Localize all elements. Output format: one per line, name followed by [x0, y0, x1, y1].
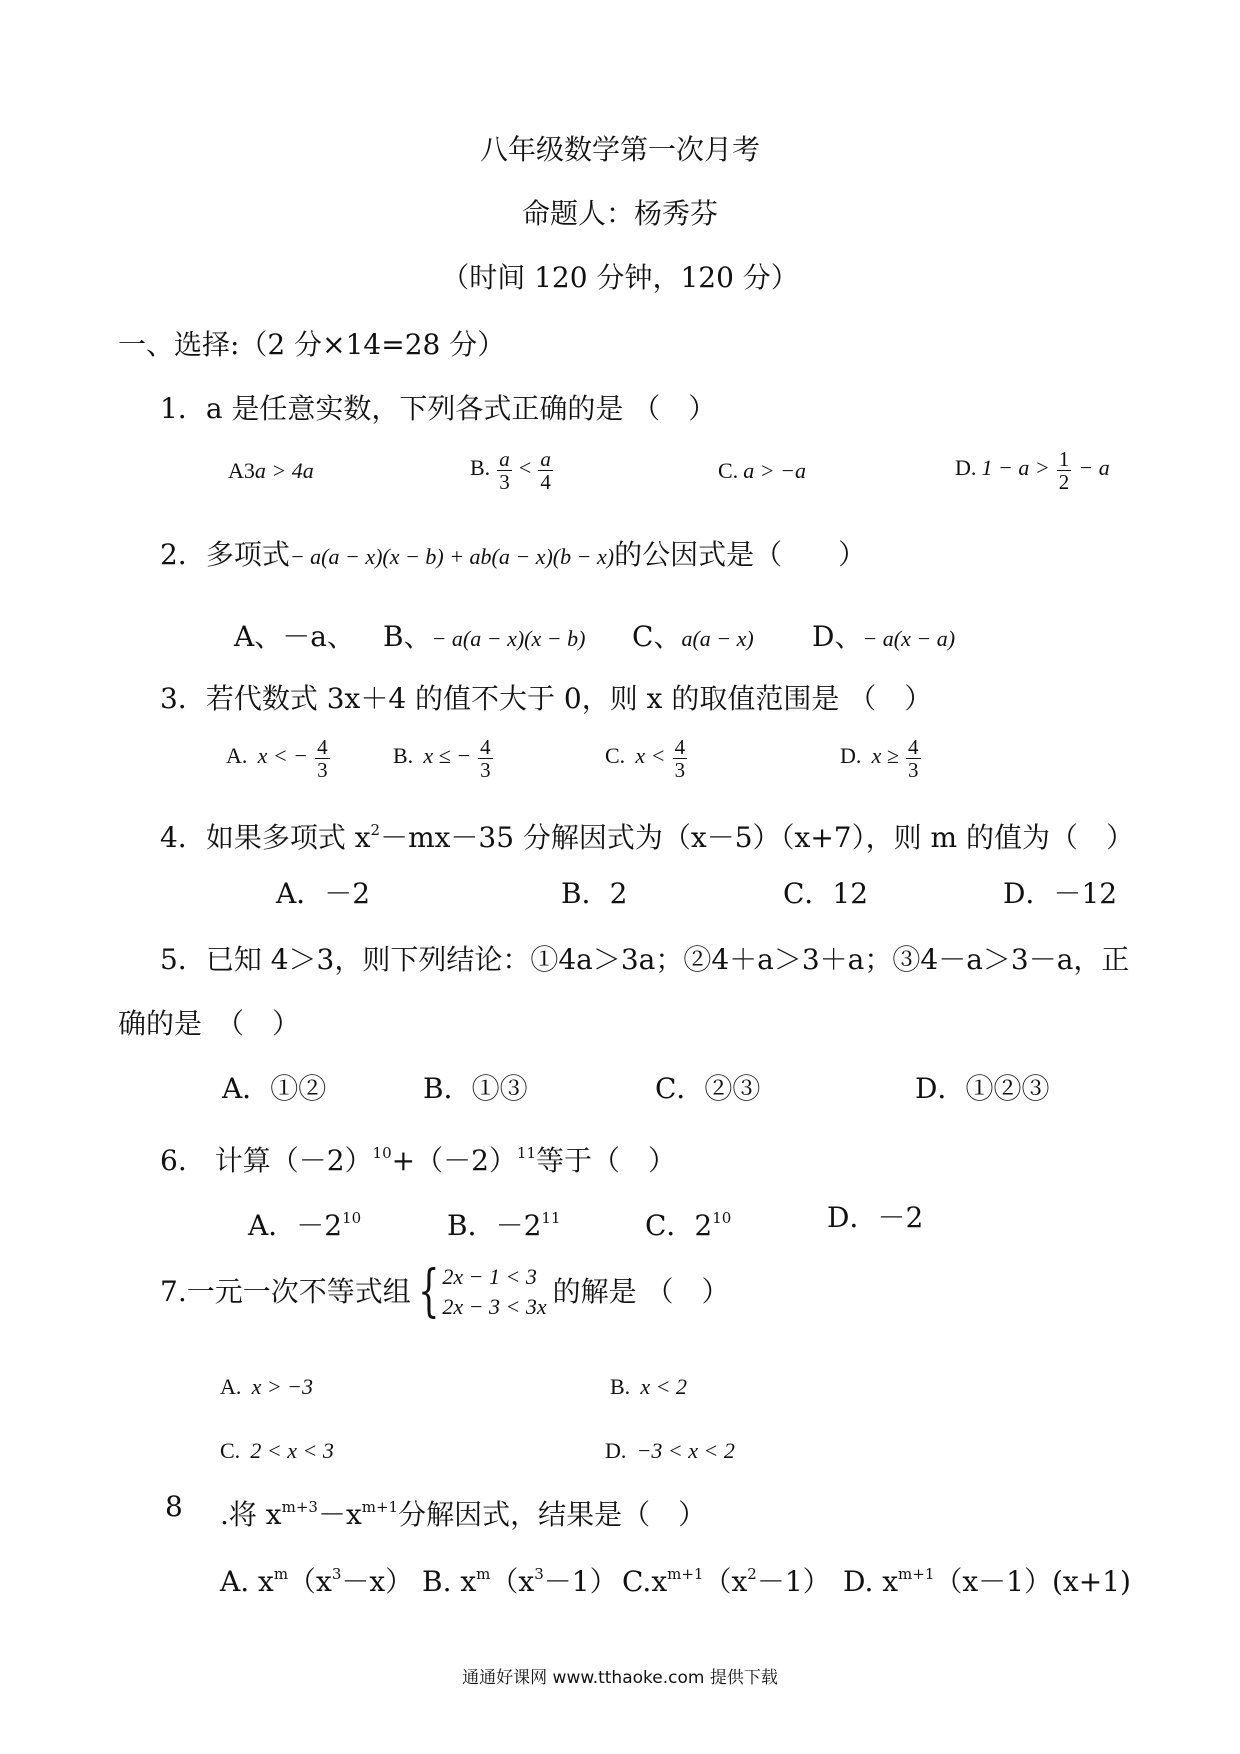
- q4-option-d: D．－12: [1003, 877, 1118, 910]
- q8-d-sup-1: m+1: [898, 1565, 935, 1583]
- q5-option-d: D．①②③: [915, 1072, 1050, 1105]
- q3-option-c: [605, 736, 689, 781]
- q7-system-lines: [442, 1262, 546, 1322]
- q5-option-b: B．①③: [423, 1072, 528, 1105]
- q1-a-label: A3: [228, 458, 255, 483]
- q8-b-mid: （x: [490, 1565, 535, 1598]
- q7-d-math: −3 < x < 2: [636, 1438, 735, 1463]
- q3-b-label: B.: [393, 743, 414, 768]
- q7-system-line-2: 2x − 3 < 3x: [442, 1294, 547, 1319]
- q1-option-a: [228, 458, 314, 484]
- left-brace-icon: {: [417, 1259, 440, 1324]
- q2-b-label: B、: [383, 620, 432, 653]
- q4-stem-post: －mx－35 分解因式为（x－5）（x+7），则 m 的值为（ ）: [380, 821, 1134, 854]
- q5-option-a: A．①②: [222, 1072, 327, 1105]
- q8-option-d: [843, 1557, 1131, 1599]
- frac-num: a: [499, 447, 510, 471]
- q1-b-fraction-2: [538, 448, 553, 493]
- q8-stem-post: 分解因式，结果是（ ）: [398, 1498, 707, 1531]
- q7-b-label: B.: [610, 1374, 631, 1399]
- frac-den: 3: [480, 758, 491, 782]
- q3-b-fraction: [478, 736, 493, 781]
- q8-option-b: [422, 1557, 618, 1599]
- frac-den: 3: [674, 758, 686, 782]
- q8-a-mid: （x: [288, 1565, 332, 1598]
- q2-stem-pre: 2．多项式: [160, 538, 290, 571]
- author-line: 命题人：杨秀芬: [521, 197, 718, 230]
- q3-a-fraction: [315, 736, 330, 781]
- q6-b-pre: B．－2: [447, 1209, 542, 1242]
- q4-option-b: B．2: [561, 877, 628, 910]
- question-7-stem: [160, 1259, 730, 1324]
- q7-b-math: x < 2: [640, 1374, 687, 1399]
- q2-b-math: − a(a − x)(x − b): [431, 626, 586, 651]
- frac-den: 3: [499, 470, 510, 494]
- q7-c-label: C.: [220, 1438, 241, 1463]
- q1-c-math: a > −a: [743, 458, 806, 483]
- q6-option-c: [645, 1201, 731, 1243]
- q8-b-pre: B. x: [422, 1565, 477, 1598]
- q6-stem-mid: +（－2）: [391, 1144, 517, 1177]
- q1-a-math: a > 4a: [254, 458, 314, 483]
- q3-c-fraction: [673, 736, 688, 781]
- question-5-stem-line-2: 确的是 （ ）: [118, 1007, 301, 1040]
- q6-option-b: [447, 1201, 561, 1243]
- q6-stem-pre: 6. 计算（－2）: [160, 1144, 373, 1177]
- q2-option-d: [812, 620, 955, 656]
- q1-option-b: [470, 448, 555, 493]
- q7-inequality-system: [411, 1259, 547, 1324]
- q4-stem-pre: 4．如果多项式 x: [160, 821, 371, 854]
- frac-den: 3: [908, 758, 919, 782]
- q1-option-c: [718, 458, 806, 484]
- q6-stem-sup-1: 10: [372, 1144, 392, 1162]
- question-4-stem: [160, 813, 1134, 855]
- frac-den: 3: [317, 758, 328, 782]
- q2-option-c: [632, 620, 754, 656]
- q1-b-less-than: <: [518, 455, 532, 480]
- q8-stem-sup-2: m+1: [361, 1498, 399, 1516]
- frac-num: 4: [908, 735, 919, 759]
- q1-option-d: [955, 448, 1110, 493]
- q6-stem-sup-2: 11: [516, 1144, 536, 1162]
- q1-d-post: − a: [1078, 455, 1110, 480]
- q2-c-label: C、: [632, 620, 682, 653]
- q8-a-sup-2: 3: [331, 1565, 342, 1583]
- footer-source: 通通好课网 www.tthaoke.com 提供下载: [462, 1668, 778, 1688]
- question-1-stem: 1．a 是任意实数，下列各式正确的是 （ ）: [160, 392, 717, 425]
- q3-d-label: D.: [840, 743, 862, 768]
- q8-c-sup-1: m+1: [667, 1565, 704, 1583]
- time-line: （时间 120 分钟，120 分）: [441, 261, 799, 294]
- q8-c-pre: C.x: [622, 1565, 668, 1598]
- question-8-stem: [220, 1490, 706, 1532]
- q8-a-post: －x）: [341, 1565, 414, 1598]
- q3-a-pre: x < −: [257, 743, 309, 768]
- q7-stem-post: 的解是 （ ）: [552, 1275, 730, 1308]
- frac-num: a: [540, 447, 551, 471]
- question-6-stem: [160, 1136, 676, 1178]
- q3-d-pre: x ≥: [871, 743, 899, 768]
- q4-option-a: A．－2: [276, 877, 371, 910]
- q8-option-c: [622, 1557, 831, 1599]
- q8-d-pre: D. x: [843, 1565, 899, 1598]
- q7-a-math: x > −3: [251, 1374, 314, 1399]
- q3-c-pre: x <: [635, 743, 666, 768]
- q8-d-post: （x－1）(x+1): [934, 1565, 1131, 1598]
- q2-c-math: a(a − x): [681, 626, 754, 651]
- question-5-stem-line-1: 5．已知 4＞3，则下列结论：①4a＞3a；②4＋a＞3＋a；③4－a＞3－a，正: [160, 943, 1130, 976]
- q7-c-math: 2 < x < 3: [250, 1438, 334, 1463]
- q6-b-sup: 11: [541, 1209, 561, 1227]
- q1-c-label: C.: [718, 458, 739, 483]
- q5-option-c: C．②③: [655, 1072, 761, 1105]
- q6-stem-post: 等于（ ）: [536, 1144, 677, 1177]
- q7-stem-pre: 7.一元一次不等式组: [160, 1275, 411, 1308]
- q7-d-label: D.: [605, 1438, 627, 1463]
- q3-b-pre: x ≤ −: [423, 743, 472, 768]
- q7-option-b: [610, 1374, 687, 1400]
- q2-d-label: D、: [812, 620, 863, 653]
- q6-option-a: [248, 1201, 361, 1243]
- q7-option-c: [220, 1438, 334, 1464]
- q1-b-label: B.: [470, 455, 491, 480]
- q3-c-label: C.: [605, 743, 626, 768]
- frac-num: 4: [480, 735, 491, 759]
- q7-option-d: [605, 1438, 735, 1464]
- q2-option-b: [383, 620, 585, 656]
- q3-option-d: [840, 736, 923, 781]
- q8-c-sup-2: 2: [747, 1565, 757, 1583]
- q1-b-fraction-1: [497, 448, 512, 493]
- q8-a-pre: A. x: [220, 1565, 274, 1598]
- question-3-stem: 3．若代数式 3x＋4 的值不大于 0，则 x 的取值范围是 （ ）: [160, 682, 933, 715]
- q8-c-post: －1）: [756, 1565, 831, 1598]
- q6-a-sup: 10: [342, 1209, 362, 1227]
- q6-c-pre: C．2: [645, 1209, 713, 1242]
- q3-a-label: A.: [226, 743, 248, 768]
- q2-stem-post: 的公因式是（ ）: [614, 538, 867, 571]
- frac-num: 4: [317, 735, 328, 759]
- q3-option-a: [226, 736, 332, 781]
- q8-b-sup-1: m: [476, 1565, 491, 1583]
- q1-d-pre: 1 − a >: [981, 455, 1050, 480]
- q3-option-b: [393, 736, 495, 781]
- document-title: 八年级数学第一次月考: [479, 133, 760, 166]
- q3-d-fraction: [906, 736, 921, 781]
- section-heading: 一、选择:（2 分×14=28 分）: [118, 328, 506, 361]
- q2-stem-math: − a(a − x)(x − b) + ab(a − x)(b − x): [289, 544, 615, 569]
- q8-stem-sup-1: m+3: [281, 1498, 318, 1516]
- q7-a-label: A.: [220, 1374, 242, 1399]
- q4-option-c: C．12: [783, 877, 869, 910]
- q6-a-pre: A．－2: [248, 1209, 343, 1242]
- q7-option-a: [220, 1374, 313, 1400]
- q8-stem-mid: －x: [317, 1498, 362, 1531]
- q2-option-a: A、－a、: [234, 620, 355, 653]
- q8-b-post: －1）: [543, 1565, 618, 1598]
- q8-option-a: [220, 1557, 413, 1599]
- frac-num: 4: [674, 735, 686, 759]
- q8-c-mid: （x: [703, 1565, 748, 1598]
- q8-a-sup-1: m: [273, 1565, 289, 1583]
- q8-stem-pre: .将 x: [220, 1498, 282, 1531]
- frac-num: 1: [1058, 447, 1070, 471]
- q4-stem-sup: 2: [370, 821, 381, 839]
- question-8-number: 8: [165, 1490, 183, 1523]
- q6-option-d: D．－2: [827, 1201, 924, 1234]
- q6-c-sup: 10: [712, 1209, 732, 1227]
- q1-d-fraction: [1057, 448, 1072, 493]
- q1-d-label: D.: [955, 455, 977, 480]
- question-2-stem: [160, 538, 866, 574]
- q2-d-math: − a(x − a): [862, 626, 956, 651]
- frac-den: 4: [540, 470, 551, 494]
- q8-b-sup-2: 3: [534, 1565, 544, 1583]
- frac-den: 2: [1058, 470, 1070, 494]
- q7-system-line-1: 2x − 1 < 3: [442, 1264, 537, 1289]
